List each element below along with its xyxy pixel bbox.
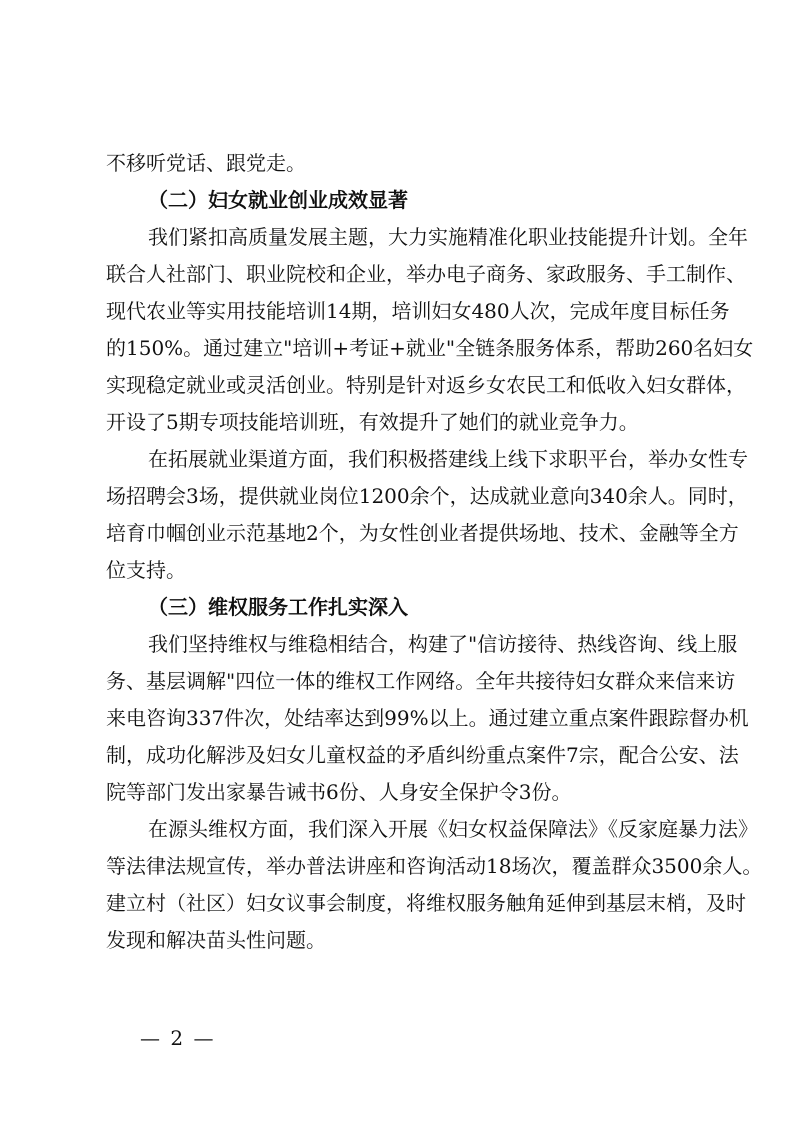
text-line: 我们紧扣高质量发展主题，大力实施精准化职业技能提升计划。全年	[148, 225, 748, 249]
text-line: 场招聘会3场，提供就业岗位1200余个，达成就业意向340余人。同时，	[106, 484, 748, 508]
text-line: 开设了5期专项技能培训班，有效提升了她们的就业竞争力。	[106, 410, 639, 434]
text-line: 发现和解决苗头性问题。	[106, 928, 326, 952]
text-line: 不移听党话、跟党走。	[106, 151, 306, 175]
text-line: 的150%。通过建立"培训+考证+就业"全链条服务体系，帮助260名妇女	[106, 336, 754, 360]
text-line: 联合人社部门、职业院校和企业，举办电子商务、家政服务、手工制作、	[106, 262, 746, 286]
text-line: 实现稳定就业或灵活创业。特别是针对返乡女农民工和低收入妇女群体，	[106, 373, 746, 397]
text-line: 制，成功化解涉及妇女儿童权益的矛盾纠纷重点案件7宗，配合公安、法	[106, 743, 739, 767]
text-line: 建立村（社区）妇女议事会制度，将维权服务触角延伸到基层末梢，及时	[106, 891, 746, 915]
page-number: — 2 —	[140, 1026, 216, 1050]
text-line: 现代农业等实用技能培训14期，培训妇女480人次，完成年度目标任务	[106, 299, 730, 323]
text-line: 在拓展就业渠道方面，我们积极搭建线上线下求职平台，举办女性专	[148, 447, 748, 471]
section-heading: （三）维权服务工作扎实深入	[148, 595, 408, 619]
text-line: 院等部门发出家暴告诫书6份、人身安全保护令3份。	[106, 780, 572, 804]
text-line: 等法律法规宣传，举办普法讲座和咨询活动18场次，覆盖群众3500余人。	[106, 854, 763, 878]
text-line: 来电咨询337件次，处结率达到99%以上。通过建立重点案件跟踪督办机	[106, 706, 749, 730]
text-line: 培育巾帼创业示范基地2个，为女性创业者提供场地、技术、金融等全方	[106, 521, 739, 545]
section-heading: （二）妇女就业创业成效显著	[148, 188, 408, 212]
text-line: 在源头维权方面，我们深入开展《妇女权益保障法》《反家庭暴力法》	[148, 817, 758, 841]
text-line: 位支持。	[106, 558, 186, 582]
text-line: 我们坚持维权与维稳相结合，构建了"信访接待、热线咨询、线上服	[148, 632, 738, 656]
text-line: 务、基层调解"四位一体的维权工作网络。全年共接待妇女群众来信来访	[106, 669, 736, 693]
